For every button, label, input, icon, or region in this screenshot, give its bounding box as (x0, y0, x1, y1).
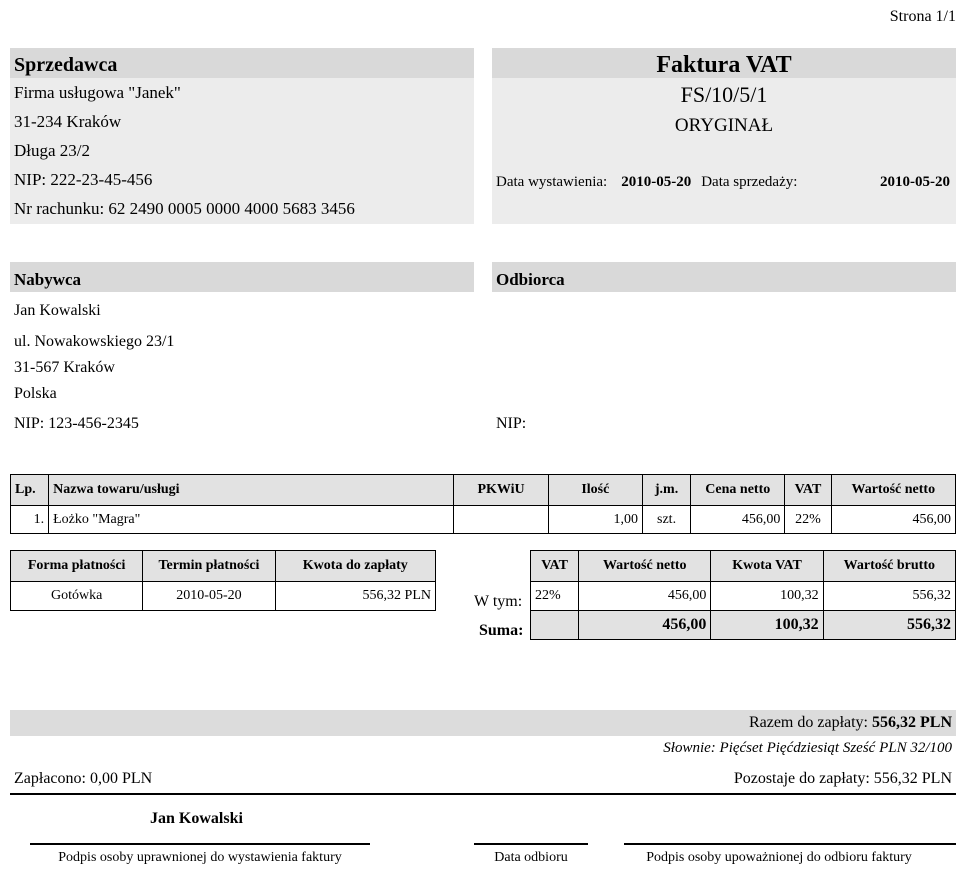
sum-gross: 556,32 (823, 611, 955, 640)
items-header-row (11, 475, 956, 506)
paid-amount: Zapłacono: 0,00 PLN (14, 770, 153, 787)
buyer-street: ul. Nowakowskiego 23/1 (14, 333, 175, 350)
table-row (11, 582, 436, 611)
sum-vat-rate (531, 611, 579, 640)
total-due-label: Razem do zapłaty: (748, 714, 868, 731)
issue-date-label: Data wystawienia: (496, 174, 608, 190)
buyer-city: 31-567 Kraków (14, 359, 115, 376)
vat-in-label: W tym: (474, 593, 523, 610)
recipient-header: Odbiorca (492, 262, 956, 292)
col-pkwiu: PKWiU (454, 475, 548, 506)
vat-sum-label: Suma: (479, 622, 524, 639)
item-vat: 22% (785, 506, 831, 534)
seller-account: Nr rachunku: 62 2490 0005 0000 4000 5683 3456 (14, 199, 355, 218)
recipient-nip: NIP: (496, 415, 527, 432)
invoice-title: Faktura VAT (492, 48, 956, 78)
col-payment-term: Termin płatności (143, 551, 275, 582)
col-vat-net: Wartość netto (579, 551, 711, 582)
issuer-name: Jan Kowalski (150, 810, 243, 827)
payment-form: Gotówka (11, 582, 143, 611)
payment-term: 2010-05-20 (143, 582, 275, 611)
item-lp: 1. (11, 506, 49, 534)
table-row (11, 506, 956, 534)
col-amount-due: Kwota do zapłaty (275, 551, 435, 582)
seller-city: 31-234 Kraków (14, 112, 122, 131)
invoice-info (492, 48, 956, 224)
issuer-signature-line (30, 843, 370, 845)
page-number: Strona 1/1 (889, 8, 956, 25)
seller-name: Firma usługowa "Janek" (14, 83, 181, 102)
col-qty: Ilość (548, 475, 642, 506)
sum-vat: 100,32 (711, 611, 823, 640)
vat-gross: 556,32 (823, 582, 955, 611)
date-signature-line (474, 843, 588, 845)
item-pkwiu (454, 506, 548, 534)
items-table (10, 474, 956, 534)
receiver-signature-label: Podpis osoby upoważnionej do odbioru faktury (646, 850, 912, 865)
col-vat-rate: VAT (531, 551, 579, 582)
issuer-signature-label: Podpis osoby uprawnionej do wystawienia faktury (58, 850, 342, 865)
seller-street: Długa 23/2 (14, 141, 91, 160)
seller-section (10, 48, 474, 224)
sale-date-label: Data sprzedaży: (701, 174, 798, 190)
vat-sum-row (531, 611, 956, 640)
item-qty: 1,00 (548, 506, 642, 534)
payment-table (10, 550, 436, 611)
seller-header: Sprzedawca (10, 48, 474, 78)
invoice-dates (496, 174, 950, 191)
remaining-amount: Pozostaje do zapłaty: 556,32 PLN (733, 770, 952, 787)
receipt-date-label: Data odbioru (494, 850, 568, 865)
vat-amount: 100,32 (711, 582, 823, 611)
col-net-price: Cena netto (691, 475, 785, 506)
buyer-name: Jan Kowalski (14, 302, 101, 319)
sum-net: 456,00 (579, 611, 711, 640)
vat-net: 456,00 (579, 582, 711, 611)
col-lp: Lp. (11, 475, 49, 506)
divider (10, 793, 956, 795)
col-vat: VAT (785, 475, 831, 506)
buyer-header: Nabywca (10, 262, 474, 292)
vat-rate: 22% (531, 582, 579, 611)
buyer-nip: NIP: 123-456-2345 (14, 415, 139, 432)
invoice-number: FS/10/5/1 (680, 82, 768, 107)
issue-date: 2010-05-20 (621, 174, 692, 190)
item-name: Łożko "Magra" (49, 506, 454, 534)
buyer-country: Polska (14, 385, 57, 402)
col-vat-amount: Kwota VAT (711, 551, 823, 582)
sale-date: 2010-05-20 (880, 174, 950, 190)
col-vat-gross: Wartość brutto (823, 551, 955, 582)
amount-in-words: Słownie: Pięćset Pięćdziesiąt Sześć PLN 32/100 (663, 740, 952, 756)
amount-due: 556,32 PLN (275, 582, 435, 611)
receiver-signature-line (624, 843, 956, 845)
total-due-bar (10, 710, 956, 736)
vat-summary-table (530, 550, 956, 640)
col-payment-form: Forma płatności (11, 551, 143, 582)
col-unit: j.m. (642, 475, 690, 506)
item-net-value: 456,00 (831, 506, 955, 534)
item-net-price: 456,00 (691, 506, 785, 534)
col-net-value: Wartość netto (831, 475, 955, 506)
total-due-value: 556,32 PLN (872, 714, 952, 731)
seller-nip: NIP: 222-23-45-456 (14, 170, 153, 189)
table-row (531, 582, 956, 611)
invoice-copy-type: ORYGINAŁ (674, 115, 774, 136)
col-name: Nazwa towaru/usługi (49, 475, 454, 506)
item-unit: szt. (642, 506, 690, 534)
